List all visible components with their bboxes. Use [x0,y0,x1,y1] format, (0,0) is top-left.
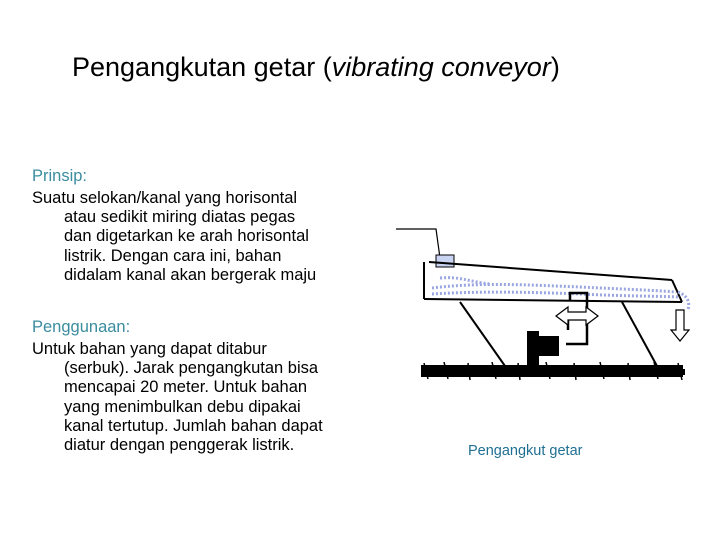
penggunaan-line: kanal tertutup. Jumlah bahan dapat [64,416,323,435]
penggunaan-line: diatur dengan penggerak listrik. [64,436,295,455]
prinsip-line: Suatu selokan/kanal yang horisontal [32,189,298,207]
penggunaan-line: mencapai 20 meter. Untuk bahan [64,378,308,397]
ground [421,365,685,377]
spring-legs [460,302,657,366]
penggunaan-line: yang menimbulkan debu dipakai [64,397,301,416]
prinsip-line: atau sedikit miring diatas pegas [64,208,296,227]
title-close: ) [550,52,560,82]
discharge-arrow-icon [671,310,689,341]
prinsip-line: listrik. Dengan cara ini, bahan [64,246,282,265]
conveyed-material [432,278,689,310]
prinsip-line: dan digetarkan ke arah horisontal [64,227,309,246]
pointer-line [396,229,440,258]
prinsip-heading: Prinsip: [32,167,88,185]
figure-caption: Pengangkut getar [468,443,583,459]
title-main: Pengangkutan getar ( [72,52,332,82]
feed-hopper [436,255,454,267]
conveyor-trough [424,262,682,302]
penggunaan-heading: Penggunaan: [32,318,131,336]
penggunaan-line: (serbuk). Jarak pengangkutan bisa [64,359,319,378]
penggunaan-line: Untuk bahan yang dapat ditabur [32,340,267,358]
drive-housing [537,336,559,356]
vibration-arrow-icon [556,307,598,325]
title-italic: vibrating conveyor [331,52,551,82]
prinsip-line: didalam kanal akan bergerak maju [64,265,317,284]
